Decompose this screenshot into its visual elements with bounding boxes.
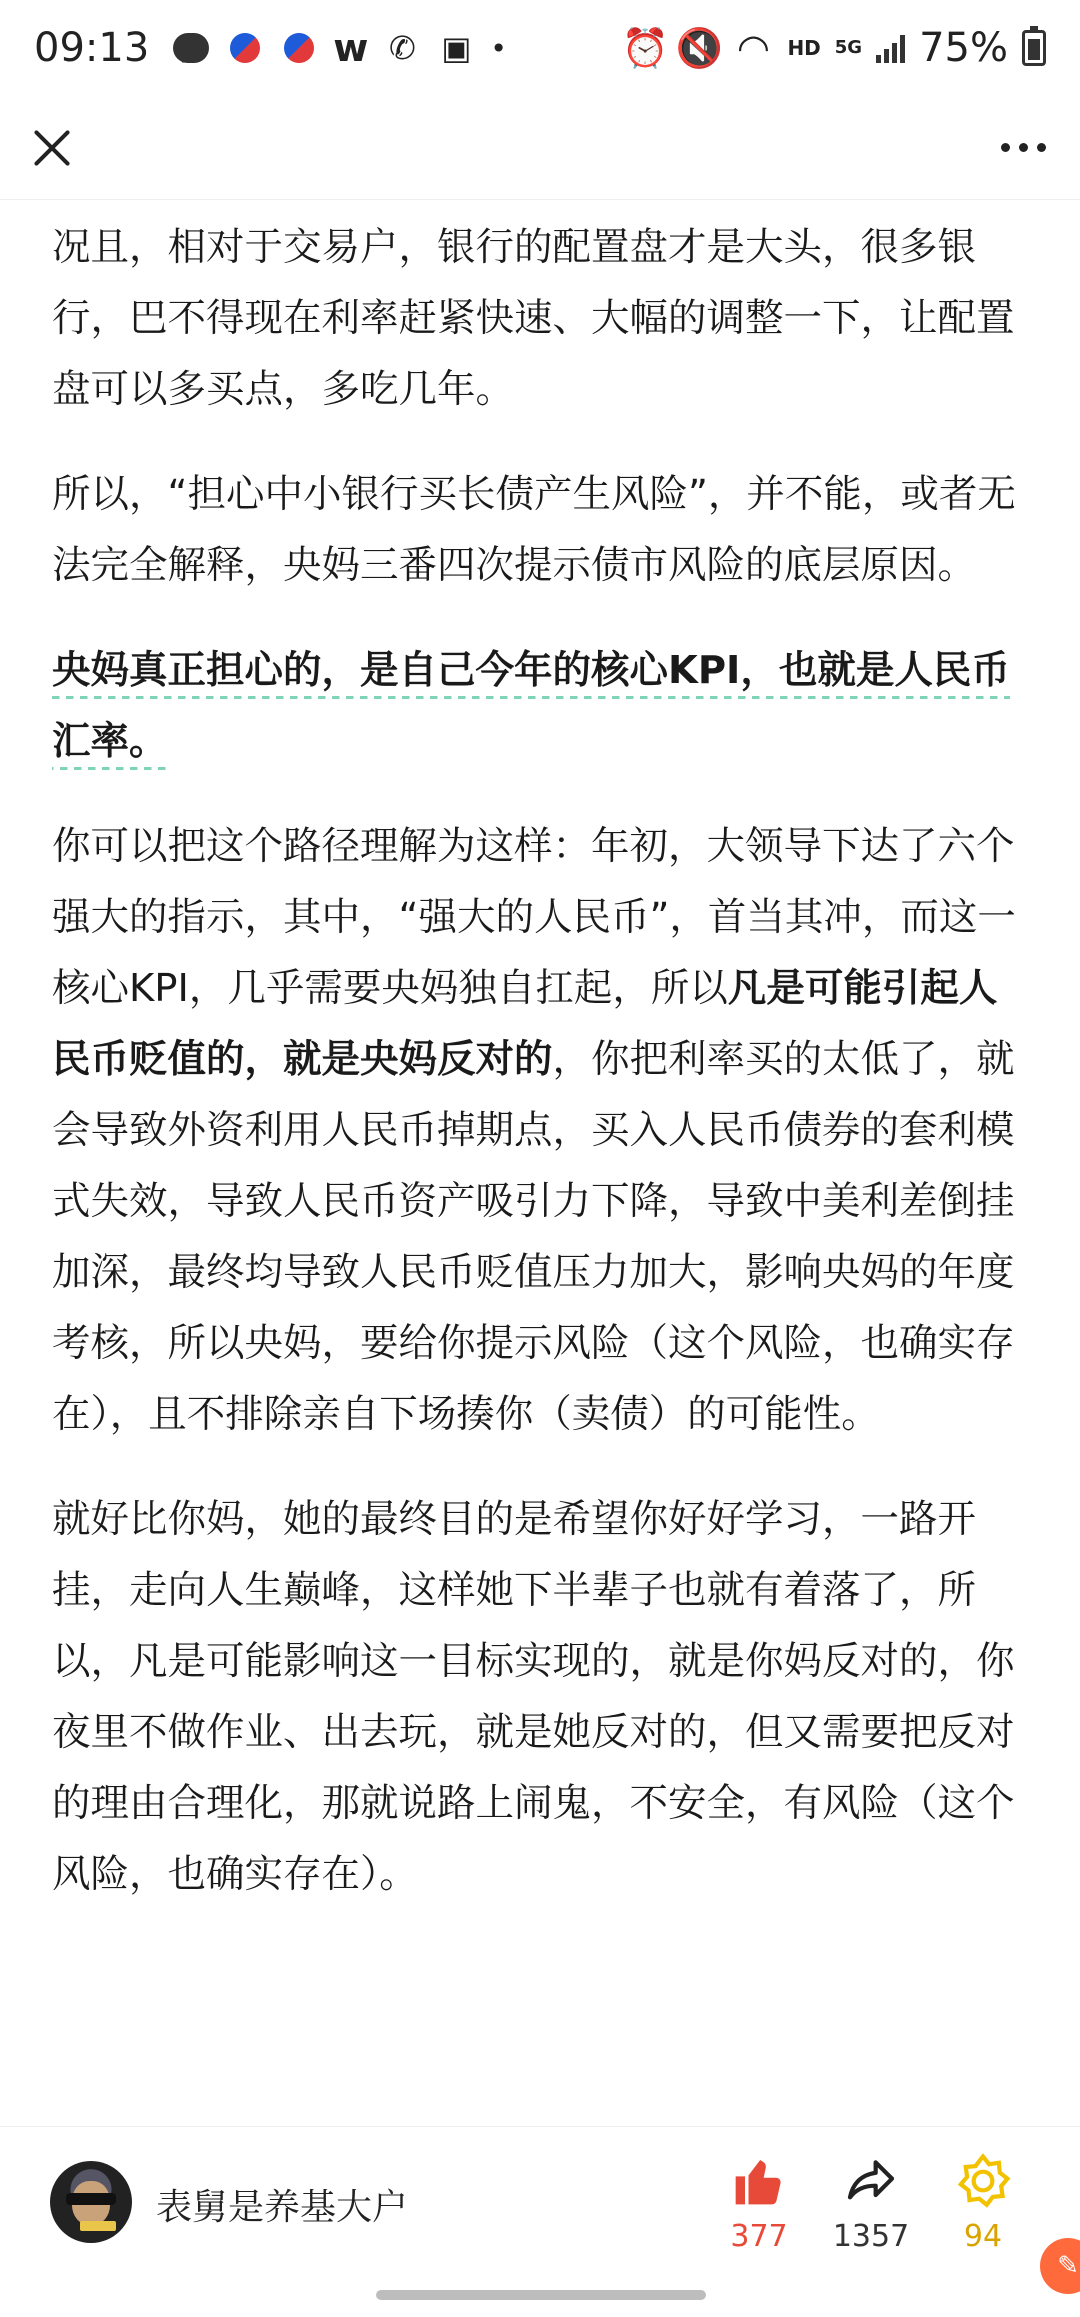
app-badge-icon <box>225 28 265 68</box>
alarm-icon: ⏰ <box>621 25 670 70</box>
share-button[interactable] <box>816 2153 926 2254</box>
message-icon <box>171 28 211 68</box>
more-notifications-icon: • <box>490 31 507 65</box>
hd-label: HD <box>787 36 821 60</box>
phone-icon: ✆ <box>388 29 416 67</box>
reward-button[interactable] <box>928 2153 1038 2254</box>
wifi-icon: ◠ <box>736 26 771 70</box>
battery-icon <box>1022 30 1046 66</box>
author-avatar[interactable] <box>50 2161 132 2243</box>
home-indicator[interactable] <box>376 2290 706 2300</box>
thumbs-up-icon <box>731 2153 787 2209</box>
article-body <box>52 212 1032 1944</box>
battery-percent: 75% <box>919 25 1008 71</box>
like-button[interactable] <box>704 2153 814 2254</box>
reward-icon <box>955 2153 1011 2209</box>
paragraph-5: 就好比你妈，她的最终目的是希望你好好学习，一路开挂，走向人生巅峰，这样她下半辈子也就有着落了，所以，凡是可能影响这一目标实现的，就是你妈反对的，你夜里不做作业、出去玩，就是她反对的，但又需要把反对的理由合理化，那就说路上闹鬼，不安全，有风险（这个风险，也确实存在）。 <box>52 1497 1015 1897</box>
paragraph-4-bold: 凡是可能引起人民币贬值的，就是央妈反对的 <box>52 966 998 1082</box>
mute-icon: 🔇 <box>675 25 724 70</box>
network-label: 5G <box>834 37 863 58</box>
highlighted-sentence: 央妈真正担心的，是自己今年的核心KPI，也就是人民币汇率。 <box>52 648 1010 770</box>
status-right <box>621 25 1046 71</box>
signal-icon <box>876 33 905 63</box>
dot-icon <box>1019 143 1028 152</box>
more-options-button[interactable] <box>997 133 1050 162</box>
reward-count: 94 <box>963 2219 1003 2254</box>
paragraph-3 <box>52 635 1032 777</box>
app-badge-icon <box>279 28 319 68</box>
status-left <box>34 25 507 71</box>
paragraph-2: 所以，“担心中小银行买长债产生风险”，并不能，或者无法完全解释，央妈三番四次提示债市风险的底层原因。 <box>52 472 1016 588</box>
paragraph-1: 况且，相对于交易户，银行的配置盘才是大头，很多银行，巴不得现在利率赶紧快速、大幅的调整一下，让配置盘可以多买点，多吃几年。 <box>52 225 1015 412</box>
dot-icon <box>1037 143 1046 152</box>
paragraph-4 <box>52 811 1032 1450</box>
status-time: 09:13 <box>34 25 150 71</box>
image-icon: ▣ <box>441 29 472 67</box>
assistant-icon: ✎ <box>1057 2251 1079 2281</box>
paragraph-4-text-a: 你可以把这个路径理解为这样：年初，大领导下达了六个强大的指示，其中，“强大的人民币”，首当其冲，而这一核心KPI，几乎需要央妈独自扛起，所以 <box>52 824 1016 1011</box>
dot-icon <box>1001 143 1010 152</box>
author-name[interactable]: 表舅是养基大户 <box>156 2187 409 2228</box>
w-app-icon: w <box>333 26 369 70</box>
top-nav <box>0 96 1080 200</box>
status-bar <box>0 0 1080 96</box>
share-icon <box>843 2153 899 2209</box>
close-button[interactable] <box>28 124 76 172</box>
bottom-bar <box>0 2126 1080 2317</box>
like-count: 377 <box>730 2219 788 2254</box>
paragraph-4-text-b: ，你把利率买的太低了，就会导致外资利用人民币掉期点，买入人民币债券的套利模式失效，导致人民币资产吸引力下降，导致中美利差倒挂加深，最终均导致人民币贬值压力加大，影响央妈的年度考核，所以央妈，要给你提示风险（这个风险，也确实存在），且不排除亲自下场揍你（卖债）的可能性。 <box>52 1037 1015 1437</box>
share-count: 1357 <box>832 2219 910 2254</box>
